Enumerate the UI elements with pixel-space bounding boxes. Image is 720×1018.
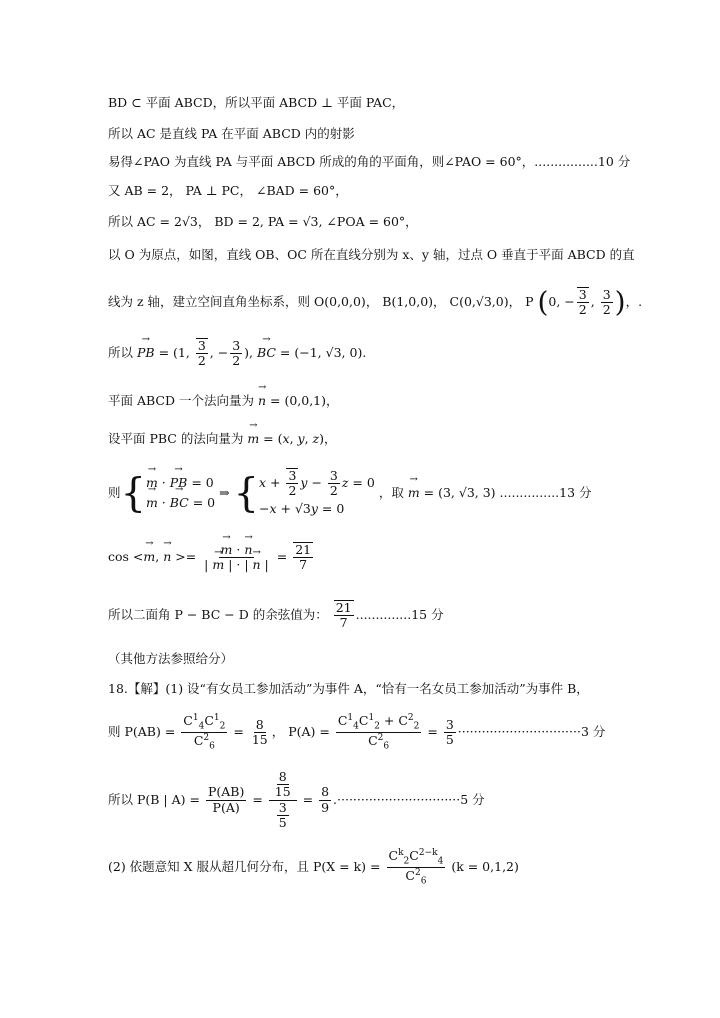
line-hypergeometric: (2) 依题意知 X 服从超几何分布，且 P(X = k) = $\frac{C^k_2C^{2-k}_4}{C^2_6}$ (k = 0,1,2) (108, 848, 519, 887)
line-bd-plane: BD ⊂ 平面 ABCD，所以平面 ABCD ⊥ 平面 PAC， (108, 95, 405, 110)
line-normal-m: 设平面 PBC 的法向量为 → m = (x, y, z)， (108, 431, 337, 446)
line-probabilities: 则 P(AB) = $\frac{C^1_4C^1_2}{C^2_6}$ = $\frac{8}{15}$ ， P(A) = $\frac{C^1_4C^1_2 + C^2_2}{C^2_6}$ = $\frac{3}{5}$ ·······························3 分 (108, 713, 606, 752)
line-lengths: 所以 AC = 2√3， BD = 2, PA = √3, ∠POA = 60°， (108, 214, 418, 229)
line-cosine: cos <→ m, → n >= → $\frac{m \cdot \to n}{| \to m | \cdot | \to n |}$ = $\frac{21}{7}$ (108, 542, 315, 573)
line-dihedral: 所以二面角 P − BC − D 的余弦值为： $\frac{21}{7}$ ..............15 分 (108, 600, 444, 631)
line-system: 则{ → m · → PB = 0 → m · → BC = 0 ⇒ { x + $\frac{3}{2}$ y − $\frac{3}{2}$ z = 0 −x + √3y = 0 ，取 → m = (3, √3, 3) ...............13 分 (108, 468, 592, 519)
line-given: 又 AB = 2， PA ⊥ PC， ∠BAD = 60°， (108, 183, 348, 198)
line-pb-bc-vectors: 所以 → PB = (1, $\frac{3}{2}$ , − $\frac{3}{2}$ ), → BC = (−1, √3, 0). (108, 338, 366, 369)
line-other-methods: （其他方法参照给分） (108, 651, 234, 666)
line-normal-n: 平面 ABCD 一个法向量为 → n = (0,0,1)， (108, 393, 339, 408)
line-ac-projection: 所以 AC 是直线 PA 在平面 ABCD 内的射影 (108, 126, 355, 141)
line-coordinates: 线为 z 轴，建立空间直角坐标系，则 O(0,0,0)， B(1,0,0)， C(0,√3,0)， P (0, − $\frac{3}{2}$ , $\frac{3}{2}$ )，. (108, 285, 643, 319)
line-problem-18: 18.【解】(1) 设“有女员工参加活动”为事件 A，“恰有一名女员工参加活动”为事件 B， (108, 681, 589, 696)
line-conditional: 所以 P(B | A) = $\frac{P(AB)}{P(A)}$ = $\frac{\frac{8}{15}}{\frac{3}{5}}$ = $\frac{8}{9}$ .·······························5 分 (108, 769, 485, 831)
line-origin: 以 O 为原点，如图，直线 OB、OC 所在直线分别为 x、y 轴，过点 O 垂直于平面 ABCD 的直 (108, 247, 635, 262)
line-angle-pao: 易得∠PAO 为直线 PA 与平面 ABCD 所成的角的平面角，则∠PAO = 60°，................10 分 (108, 154, 631, 169)
